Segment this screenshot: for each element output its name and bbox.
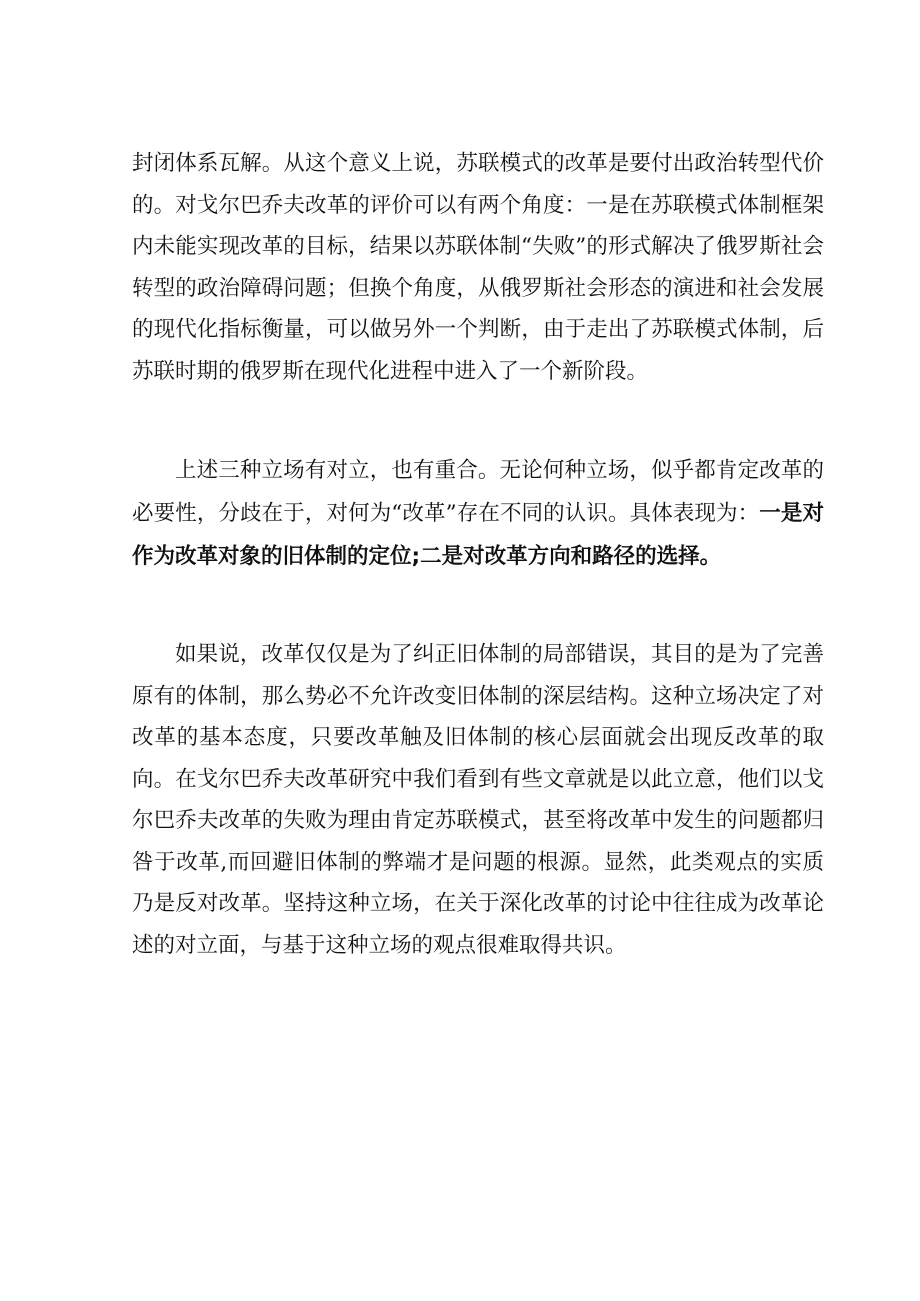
paragraph-spacer xyxy=(132,578,824,634)
paragraph-spacer xyxy=(132,392,824,449)
document-body xyxy=(132,143,824,966)
paragraph-1: 封闭体系瓦解。从这个意义上说，苏联模式的改革是要付出政治转型代价的。对戈尔巴乔夫改革的评价可以有两个角度：一是在苏联模式体制框架内未能实现改革的目标，结果以苏联体制“失败”的形式解决了俄罗斯社会转型的政治障碍问题；但换个角度，从俄罗斯社会形态的演进和社会发展的现代化指标衡量，可以做另外一个判断，由于走出了苏联模式体制，后苏联时期的俄罗斯在现代化进程中进入了一个新阶段。 xyxy=(132,151,824,384)
paragraph-2 xyxy=(132,449,824,578)
paragraph-2-text: 上述三种立场有对立，也有重合。无论何种立场，似乎都肯定改革的必要性，分歧在于，对何为“改革”存在不同的认识。具体表现为： xyxy=(132,458,824,526)
paragraph-2-bold-text: 一是对作为改革对象的旧体制的定位;二是对改革方向和路径的选择。 xyxy=(132,501,824,569)
paragraph-3: 如果说，改革仅仅是为了纠正旧体制的局部错误，其目的是为了完善原有的体制，那么势必不允许改变旧体制的深层结构。这种立场决定了对改革的基本态度，只要改革触及旧体制的核心层面就会出现反改革的取向。在戈尔巴乔夫改革研究中我们看到有些文章就是以此立意，他们以戈尔巴乔夫改革的失败为理由肯定苏联模式，甚至将改革中发生的问题都归咎于改革,而回避旧体制的弊端才是问题的根源。显然，此类观点的实质乃是反对改革。坚持这种立场，在关于深化改革的讨论中往往成为改革论述的对立面，与基于这种立场的观点很难取得共识。 xyxy=(132,642,824,958)
